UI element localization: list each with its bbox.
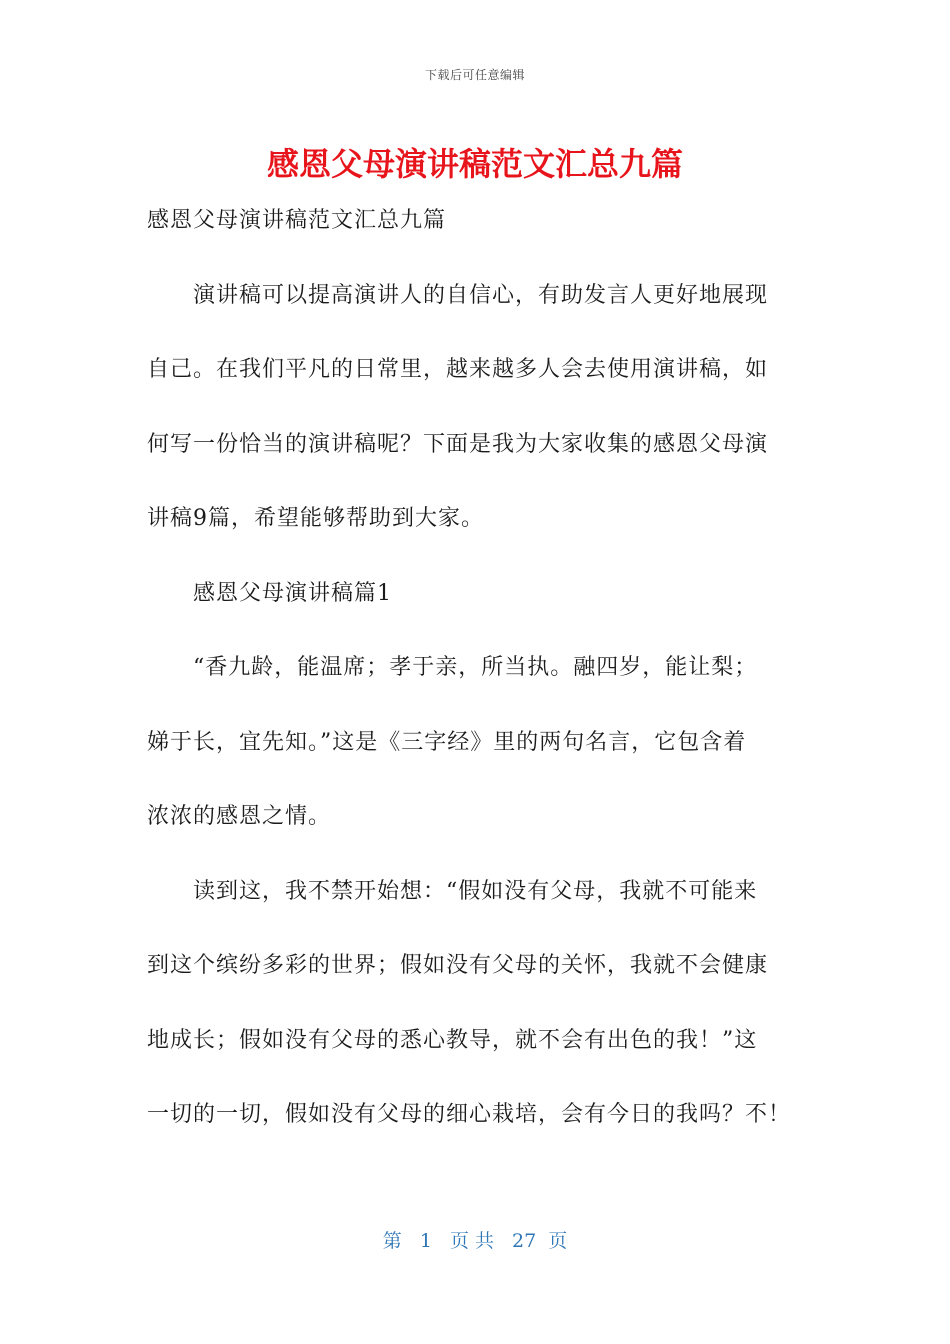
page-prefix: 第 [382,1230,402,1252]
text-line: 到这个缤纷多彩的世界；假如没有父母的关怀，我就不会健康 [147,953,769,978]
text-line: 讲稿9篇，希望能够帮助到大家。 [147,506,484,531]
text-line: 浓浓的感恩之情。 [147,804,332,829]
text-line: 地成长；假如没有父母的悉心教导，就不会有出色的我！”这 [147,1027,758,1053]
text-line: 读到这，我不禁开始想：“假如没有父母，我就不可能来 [193,878,758,904]
text-line: 感恩父母演讲稿范文汇总九篇 [147,208,447,233]
document-body [147,199,807,1168]
document-title: 感恩父母演讲稿范文汇总九篇 [266,145,683,183]
section-heading: 感恩父母演讲稿篇1 [193,580,392,606]
page-suffix: 页 [548,1230,568,1252]
total-pages: 27 [512,1230,537,1252]
header-note: 下载后可任意编辑 [424,68,525,82]
text-line: “香九龄，能温席；孝于亲，所当执。融四岁，能让梨； [193,655,758,680]
page-footer [0,1226,950,1253]
text-line: 自己。在我们平凡的日常里，越来越多人会去使用演讲稿，如 [147,357,769,382]
text-line: 何写一份恰当的演讲稿呢？下面是我为大家收集的感恩父母演 [147,431,769,457]
text-line: 娣于长，宜先知。”这是《三字经》里的两句名言，它包含着 [147,729,747,755]
page-mid: 页 共 [449,1230,494,1252]
text-line: 演讲稿可以提高演讲人的自信心，有助发言人更好地展现 [193,282,769,308]
text-line: 一切的一切，假如没有父母的细心栽培，会有今日的我吗？不！ [147,1102,792,1127]
page-number: 1 [419,1230,432,1252]
